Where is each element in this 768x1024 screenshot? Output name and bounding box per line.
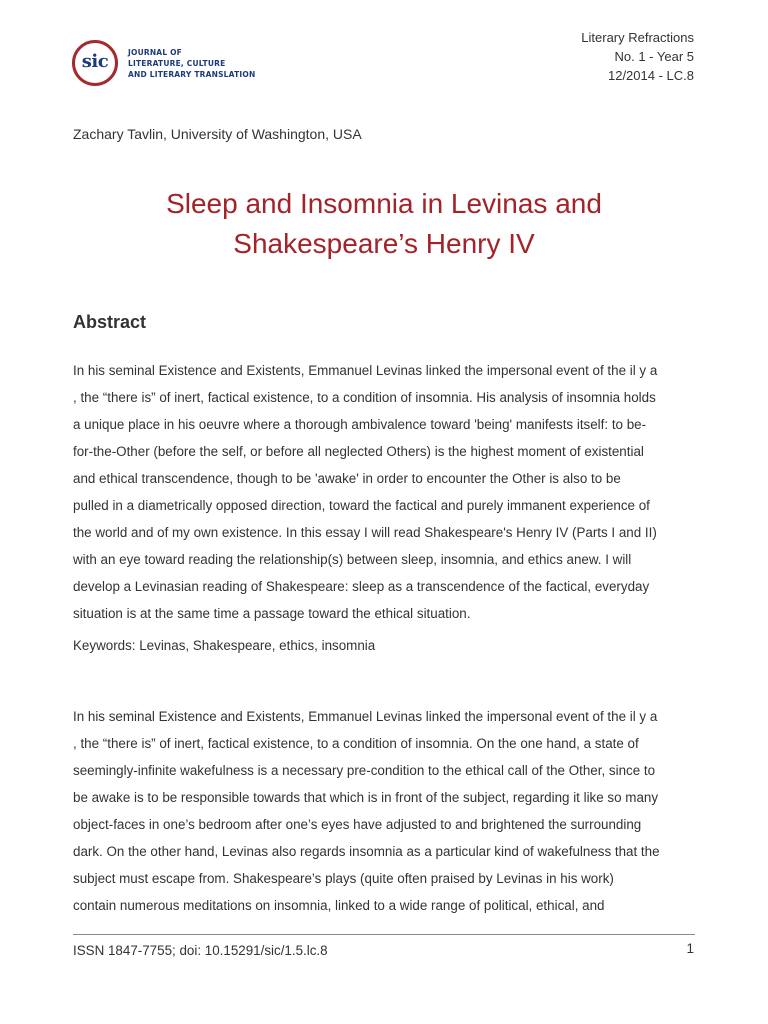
- abstract-text: [73, 357, 695, 627]
- abstract-heading: Abstract: [73, 312, 147, 332]
- sic-logo-icon: [72, 40, 118, 86]
- body-line: seemingly-infinite wakefulness is a necessary pre-condition to the ethical call of the Other, since to: [73, 763, 656, 778]
- abstract-line: , the “there is” of inert, factical existence, to a condition of insomnia. His analysis of insomnia holds: [73, 390, 656, 405]
- abstract-line: situation is at the same time a passage toward the ethical situation.: [73, 606, 471, 621]
- abstract-line: pulled in a diametrically opposed direction, toward the factical and purely immanent experience of: [73, 498, 650, 513]
- body-line: object-faces in one’s bedroom after one’s eyes have adjusted to and brightened the surrounding: [73, 817, 642, 832]
- abstract-line: for-the-Other (before the self, or before all neglected Others) is the highest moment of existential: [73, 444, 644, 459]
- body-line: In his seminal Existence and Existents, Emmanuel Levinas linked the impersonal event of the il y a: [73, 709, 658, 724]
- page-number: 1: [686, 941, 694, 956]
- footer-divider: [73, 934, 695, 935]
- journal-info: [581, 28, 694, 85]
- date-code: 12/2014 - LC.8: [607, 68, 694, 83]
- title-line: Sleep and Insomnia in Levinas and: [166, 188, 602, 219]
- abstract-line: the world and of my own existence. In this essay I will read Shakespeare's Henry IV (Parts I and II): [73, 525, 657, 540]
- body-line: , the “there is” of inert, factical existence, to a condition of insomnia. On the one hand, a state of: [73, 736, 639, 751]
- abstract-line: a unique place in his oeuvre where a thorough ambivalence toward 'being' manifests itself: to be-: [73, 417, 647, 432]
- keywords: Keywords: Levinas, Shakespeare, ethics, insomnia: [73, 638, 376, 653]
- footer-issn-doi: ISSN 1847-7755; doi: 10.15291/sic/1.5.lc.8: [73, 943, 328, 958]
- issue-number: No. 1 - Year 5: [614, 49, 694, 64]
- body-line: be awake is to be responsible towards that which is in front of the subject, regarding it like so many: [73, 790, 659, 805]
- abstract-line: develop a Levinasian reading of Shakespeare: sleep as a transcendence of the factical, everyday: [73, 579, 650, 594]
- logo-wordmark: [128, 47, 255, 80]
- logo-mark: sic: [81, 51, 109, 72]
- abstract-line: and ethical transcendence, though to be 'awake' in order to encounter the Other is also to be: [73, 471, 621, 486]
- body-line: dark. On the other hand, Levinas also regards insomnia as a particular kind of wakefulness that the: [73, 844, 660, 859]
- body-line: subject must escape from. Shakespeare’s plays (quite often praised by Levinas in his work): [73, 871, 614, 886]
- abstract-line: with an eye toward reading the relationship(s) between sleep, insomnia, and ethics anew. I will: [73, 552, 632, 567]
- author-affiliation: Zachary Tavlin, University of Washington, USA: [73, 126, 362, 142]
- journal-name: Literary Refractions: [581, 30, 694, 45]
- logo-line: JOURNAL OF: [128, 47, 183, 57]
- logo-line: LITERATURE, CULTURE: [128, 58, 226, 68]
- paper-title: [0, 184, 768, 264]
- logo-line: AND LITERARY TRANSLATION: [128, 69, 256, 79]
- body-line: contain numerous meditations on insomnia, linked to a wide range of political, ethical, and: [73, 898, 605, 913]
- body-text: [73, 703, 695, 919]
- journal-logo: [72, 40, 255, 86]
- title-line: Shakespeare’s Henry IV: [233, 228, 535, 259]
- abstract-line: In his seminal Existence and Existents, Emmanuel Levinas linked the impersonal event of the il y a: [73, 363, 658, 378]
